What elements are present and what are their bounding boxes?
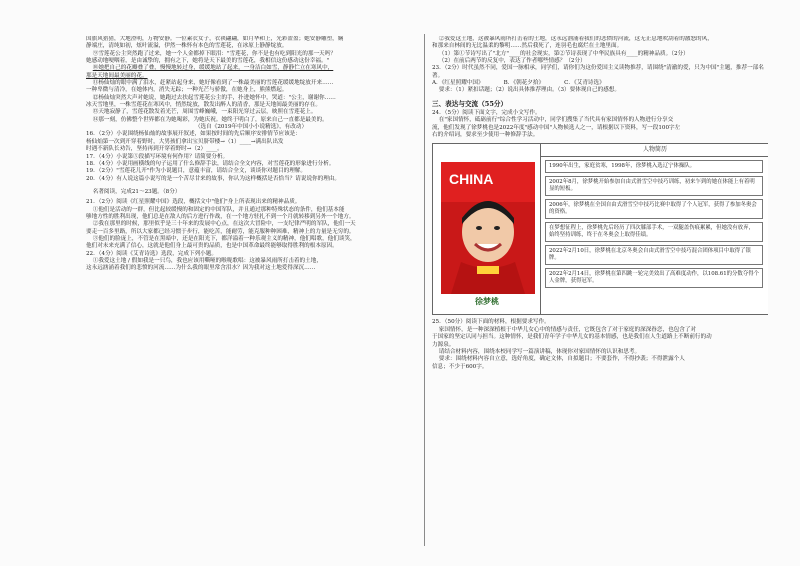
event-item: 2006年，徐梦桃在全国自由式滑雪空中技巧比赛中取得了个人冠军，获得了参加冬奥会的资格。: [545, 199, 763, 219]
question-18: 18．（4分）小说用画横线的句子运用了什么修辞手法，请结合全文内容，对雪莲花的形象进行分析。: [86, 160, 335, 167]
text-line: 她感动地哽咽着，是由诚挚的，拥有之下，她将是天下最美的雪莲花，我相信这份感动这份幸福。": [86, 58, 330, 65]
cap-text: CHINA: [449, 171, 494, 188]
question-24: 24．（5分）阅读下面文字，完成小文写作。: [432, 110, 541, 117]
event-item: 在梦想征程上，徐梦桃先后经历了四次膝部手术，一双腿盖伤痕累累，但她没有放弃，始终坚持训练，终于在冬奥会上取得佳绩。: [545, 222, 763, 242]
question-17: 17．（4分）小说第⑤段描写环境有何作用？请简要分析。: [86, 153, 229, 160]
event-item: 2002年8月，徐梦桃开始参加自由式滑雪空中技巧训练，初来乍到的她在体能上有着明显的短板。: [545, 176, 763, 196]
text-line: ②我在那里的时候，那里似乎是三十年来的发展中心点，在这次大冒险中，一支纪律严明的军队，他们一天: [92, 221, 356, 228]
text-line: 请结合材料内容，围绕本校同学写一篇演讲稿，体现你对家国情怀的认识和思考。: [438, 348, 641, 355]
text-line: ③他们的脸庞上，不管是在黑暗中，还是在阳光下，都洋溢着一种乐观主义的精神，他们唱歌，他们谈笑，: [92, 235, 356, 242]
text-line: 在"家国情怀，砥砺前行"综合性学习活动中，同学们搜集了当代具有家国情怀的人物进行分享交: [438, 117, 674, 124]
text-line: 流，他们发现了徐梦桃也是2022年度"感动中国"人物候选人之一，请根据以下资料，写一段100字左: [432, 124, 681, 131]
athlete-name: 徐梦桃: [475, 296, 499, 307]
text-line: ⑨雪莲花公主突然跑了过来，她一个人金都掉下眼泪："雪莲花，你不是也有吃到阳光的那一天吗？: [92, 50, 336, 57]
question-19: 19．（2分）"雪莲花儿开"作为小说题目，意蕴丰富，请结合全文，谈谈你对题目的理解。: [86, 168, 306, 175]
question-23: 23．（2分）时代虽然不同，爱国一脉相承，同学们，请你们为这份爱国主义读物推荐，请围绕"清澈的爱，只为中国"主题，推荐一部名著。: [432, 65, 764, 79]
question-20: 20．（4分）有人说这篇小说写的是一个苦尽甘来的故事，你认为这样概括是否恰当？请说说你的理由。: [86, 175, 341, 182]
text-line: 时遇不新队长劝告，坚持再到开穿着野时→（2）____。: [86, 146, 223, 153]
card-title: 人物简历: [541, 144, 768, 157]
underlined-line: 那是天地间最美丽的花。: [86, 72, 148, 79]
question-22: 22．（4分）阅读《艾青诗选》选段，完成下列小题。: [86, 250, 217, 257]
text-line: 静端庄，清纯如初，炫叶流溢，伊然一株怀有本色的雪莲花，在冰原上静静绽放。: [86, 43, 288, 50]
text-line: 右的介绍词，要求至少使用一种修辞手法。: [432, 132, 539, 139]
text-line: ⑪杨仙灿的眼中满了泪水，赶紧站起身来，她好像看到了一株最美丽的雪莲花缓缓地绽放开来……: [92, 80, 334, 87]
text-line: ②我爱这土地，这被暴风雨所打击着的土地，这永远汹涌着我们的悲愤的河流，这无止息地吹刮着的激怒的风，: [438, 36, 713, 42]
requirements: 要求：（1）紧扣话题；（2）说出具体推荐理由。（3）要体现自己的感想。: [438, 87, 620, 94]
left-column: [86, 36, 416, 556]
option-b: B．《朝花夕拾》: [503, 80, 545, 87]
option-a: A．《红星照耀中国》: [432, 80, 484, 87]
column-divider: [424, 34, 425, 546]
source-note: （选自《2019年中国小小说精选》，有改动）: [194, 124, 308, 131]
text-line: 这永远汹涌着我们的悲愤的河流……为什么我的眼里常含泪水？因为我对这土地爱得深沉……: [86, 265, 316, 272]
option-c: C．《艾青诗选》: [564, 80, 605, 87]
text-line: ①他们是活动的一群，但比起较缓慢的和固定的中国军队，并且通过那种特殊状态的条件，他们基本能: [92, 206, 345, 213]
question-16: 16．（2分）小说围绕杨仙灿的故事展开叙述，如果按时间的先后顺序安排情节应该是：: [86, 131, 301, 138]
text-line: ⑭那一刻，仿佛整个世界都在为她喝彩，为她庆祝。她终于明白了，原来自己一直都是最美的。: [92, 116, 328, 123]
right-column: [432, 36, 768, 556]
text-line: （1）第①节诗写出了"北方"____的社会现实，第②节诗表现了中华民族具有____的精神品质。（2分）: [438, 50, 689, 57]
athlete-photo: [441, 162, 535, 294]
event-list: [545, 160, 763, 291]
text-line: 够地方性的胜利出现，他们总是在敌人的后方进行作战，在一个地方驻扎不到一个月就转移到另外一个地方。: [86, 213, 355, 220]
text-line: 于国家的坚定认同与担当。这种情怀，是我们青年学子中华儿女的基本情感，也是我们在人生道路上不断前行的动: [432, 334, 712, 341]
text-line: 国旗风猎猎，大地澄明，万物安静。一位素衣女子，衣袂翩翩，如月华和上，光彩盈盈；她安静雕塑，娴: [86, 36, 344, 42]
text-line: ①我爱这土地 / 假如我是一只鸟，我也应该用嘶哑的喉咙歌唱：这被暴风雨所打击着的土地，: [92, 257, 322, 264]
event-item: 1990年出生，家庭贫寒，1998年，徐梦桃入选辽宁体操队。: [545, 160, 763, 173]
question-25: 25．（50分）阅读下面的材料，根据要求写作。: [432, 319, 550, 326]
text-line: 冰天雪地里，一株雪莲花在寒风中，悄然绽放，散发出醉人的清香，那是天地间最美丽的存在。: [86, 102, 321, 109]
text-line: ⑬天地寂静了，雪莲花散发着光芒，周围雪峰巍峨，一束阳光穿过云层，映照在雪莲花上。: [92, 109, 317, 116]
text-line: 一种卑微与清冷，在她体内，消失无踪；一种光芒与骄傲，在她身上，熊熊燃起。: [86, 87, 288, 94]
text-line: 家国情怀，是一种深深植根于中华儿女心中的情感与责任，它既包含了对于家庭的深深眷恋，也包含了对: [438, 326, 697, 333]
text-line: ⑫杨仙灿突然大声对她说，她跑过去扶起雪莲花公主的手，扑进她怀中，哭道："公主，谢谢你……: [92, 94, 336, 101]
text-line: 他们对未来充满了信心，这就是他们身上最可贵的品质，也是中国革命最终能够取得胜利的根本原因。: [86, 243, 338, 250]
text-line: 要求：围绕材料内容自立意，选好角度，确定文体，自拟题目；不要套作，不得抄袭；不得泄露个人: [438, 356, 685, 363]
text-line: 信息；不少于600字。: [432, 363, 488, 370]
question-21: 21．（2分）阅读《红星照耀中国》选段，概括文中"他们"身上所表现出来的精神品质。: [86, 199, 301, 206]
text-line: 力源泉。: [432, 341, 455, 348]
text-line: 杨仙灿第一次到开穿着野时，大男孩们拿出宝贝脐带楼→（1）____→满出队出发: [86, 138, 284, 145]
profile-card: [432, 143, 768, 315]
underlined-line: ⑩她把自己的花瓣叠了叠，慢慢地转过身，缓缓地站了起来，一身洁白如雪，静静伫立在寒风中，: [92, 65, 334, 72]
section-heading: 三、表达与交流（55分）: [432, 99, 508, 108]
text-line: 要走一百多里路，所以大家都已经习惯于步行，能吃苦，能耐劳，能克服种种困难，精神上的力量是无穷的。: [86, 228, 355, 235]
event-item: 2022年2月14日，徐梦桃在第四跳一轮完美效出了高难度动作，以108.61的分数夺得个人金牌，获得冠军。: [545, 268, 763, 288]
text-line: （2）在前后两节的反复中，表达了作者哪些情感？（2分）: [438, 58, 586, 65]
photo-illustration: [441, 162, 535, 294]
event-item: 2022年2月10日，徐梦桃在北京冬奥会自由式滑雪空中技巧混合团体项目中取得了银牌。: [545, 245, 763, 265]
text-line: 和那来自林间的无比温柔的黎明……然后我死了，连羽毛也腐烂在土地里面。: [432, 43, 623, 50]
mingzhu-heading: 名著阅读，完成21～23题。（8分）: [92, 188, 181, 195]
